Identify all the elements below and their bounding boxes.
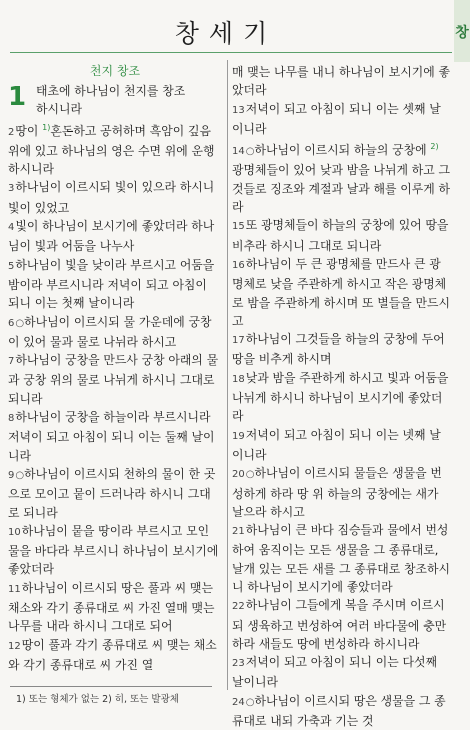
verse-text: 하나님이 궁창을 하늘이라 부르시니라 저녁이 되고 아침이 되니 이는 둘째 날이니라 (8, 410, 215, 463)
left-verse-list (8, 82, 222, 674)
verse-number: 10 (8, 526, 21, 538)
verse-number: 16 (232, 259, 245, 271)
verse-text: 하나님이 이르시되 물들은 생물을 번성하게 하라 땅 위 하늘의 궁창에는 새가 날으라 하시고 (232, 466, 442, 519)
verse-text: 하나님이 궁창을 만드사 궁창 아래의 물과 궁창 위의 물로 나뉘게 하시니 그대로 되니라 (8, 353, 219, 406)
verse-number: 9 (8, 469, 15, 481)
verse-number: 15 (232, 221, 245, 233)
verse (8, 636, 222, 675)
paragraph-mark: ○ (15, 317, 25, 329)
verse (232, 692, 450, 730)
verse-text: 땅이 풀과 각기 종류대로 씨 맺는 채소와 각기 종류대로 씨 가진 열 (8, 637, 217, 672)
verse-number: 23 (232, 658, 245, 670)
right-column (232, 63, 450, 730)
verse (232, 330, 450, 369)
verse (232, 138, 450, 216)
verse-text: 하나님이 그것들을 하늘의 궁창에 두어 땅을 비추게 하시며 (232, 332, 445, 367)
verse-number: 21 (232, 526, 245, 538)
verse-text: 땅이 (15, 123, 43, 138)
verse-text: 광명체들이 있어 낮과 밤을 나뉘게 하고 그것들로 징조와 계절과 날과 해를 이루게 하라 (232, 163, 450, 215)
verse-text: 하나님이 큰 바다 짐승들과 물에서 번성하여 움직이는 모든 생물을 그 종류대로, 날개 있는 모든 새를 그 종류대로 창조하시니 하나님이 보시기에 좋았더라 (232, 523, 450, 594)
paragraph-mark: ○ (15, 469, 25, 481)
verse-text: 태초에 하나님이 천지를 창조 (36, 84, 186, 98)
verse-text: 하나님이 두 큰 광명체를 만드사 큰 광명체로 낮을 주관하게 하시고 작은 광명체로 밤을 주관하게 하시며 또 별들을 만드시고 (232, 256, 450, 328)
verse-number: 7 (8, 356, 15, 368)
verse-number: 5 (8, 260, 15, 272)
verse-number: 19 (232, 430, 245, 442)
paragraph-mark: ○ (245, 469, 255, 481)
right-verse-list (232, 63, 450, 730)
verse-text: 저녁이 되고 아침이 되니 이는 셋째 날이니라 (232, 101, 441, 136)
verse-text: 하나님이 이르시되 땅은 풀과 씨 맺는 채소와 각기 종류대로 씨 가진 열매 맺는 나무를 내라 하시니 그대로 되어 (8, 580, 215, 634)
verse-number: 17 (232, 335, 245, 347)
verse-text: 하시니라 (36, 102, 82, 117)
verse (232, 63, 450, 100)
verse-text: 하나님이 이르시되 물 가운데에 궁창이 있어 물과 물로 나뉘라 하시고 (8, 314, 212, 349)
section-heading: 천지 창조 (89, 64, 141, 78)
verse-number: 3 (8, 183, 15, 195)
verse (8, 256, 222, 313)
verse-number: 11 (8, 583, 21, 595)
verse-number: 14 (232, 146, 245, 158)
verse-number: 8 (8, 413, 15, 425)
book-title: 창세기 (174, 19, 278, 48)
verse (8, 579, 222, 636)
footnote-marker: 1) (42, 122, 51, 132)
verse-text: 낮과 밤을 주관하게 하시고 빛과 어둠을 나뉘게 하시니 하나님이 보시기에 좋았더라 (232, 370, 449, 424)
verse-text: 저녁이 되고 아침이 되니 이는 넷째 날이니라 (232, 427, 441, 462)
verse-text: 하나님이 이르시되 천하의 물이 한 곳으로 모이고 뭍이 드러나라 하시니 그대로 되니라 (8, 466, 216, 520)
verse (8, 119, 222, 179)
column-divider (227, 60, 228, 690)
footnote-rule (10, 686, 212, 687)
verse-text: 하나님이 이르시되 빛이 있으라 하시니 빛이 있었고 (8, 180, 215, 215)
verse-number: 2 (8, 126, 15, 138)
book-edge-tab: 창 (454, 0, 470, 62)
footnotes: 1) 또는 형체가 없는 2) 히, 또는 발광체 (16, 694, 179, 705)
verse-number: 20 (232, 469, 245, 481)
verse (8, 465, 222, 522)
footnote-marker: 2) (430, 142, 439, 152)
verse (232, 521, 450, 596)
verse-text: 하나님이 뭍을 땅이라 부르시고 모인 물을 바다라 부르시니 하나님이 보시기에 좋았더라 (8, 523, 219, 577)
verse (232, 596, 450, 653)
verse-number: 22 (232, 601, 245, 613)
verse (232, 255, 450, 330)
verse-number: 13 (232, 104, 245, 116)
verse (8, 217, 222, 256)
verse (8, 178, 222, 217)
verse (232, 426, 450, 465)
verse-text: 매 맺는 나무를 내니 하나님이 보시기에 좋았더라 (232, 65, 450, 98)
verse (232, 464, 450, 521)
verse (8, 408, 222, 465)
title-rule (10, 52, 452, 53)
verse (8, 313, 222, 352)
verse-number: 24 (232, 696, 245, 708)
verse-number: 4 (8, 222, 15, 234)
verse-number: 6 (8, 317, 15, 329)
verse (232, 369, 450, 426)
verse-text: 빛이 하나님이 보시기에 좋았더라 하나님이 빛과 어둠을 나누사 (8, 219, 215, 254)
paragraph-mark: ○ (245, 696, 255, 708)
verse-text: 또 광명체들이 하늘의 궁창에 있어 땅을 비추라 하시니 그대로 되니라 (232, 218, 449, 253)
verse-text: 하나님이 그들에게 복을 주시며 이르시되 생육하고 번성하여 여러 바다물에 충만하라 새들도 땅에 번성하라 하시니라 (232, 598, 447, 651)
verse (8, 351, 222, 408)
paragraph-mark: ○ (245, 146, 255, 158)
verse-text: 하나님이 빛을 낮이라 부르시고 어둠을 밤이라 부르시니라 저녁이 되고 아침이 되니 이는 첫째 날이니라 (8, 257, 215, 311)
verse (232, 653, 450, 692)
verse-text: 저녁이 되고 아침이 되니 이는 다섯째 날이니라 (232, 655, 437, 690)
verse (8, 82, 222, 119)
verse (232, 100, 450, 139)
left-column (8, 63, 222, 674)
verse-text: 하나님이 이르시되 하늘의 궁창에 (254, 143, 431, 158)
verse-number: 18 (232, 373, 245, 385)
chapter-number: 1 (8, 82, 27, 112)
verse (8, 522, 222, 579)
verse-text: 하나님이 이르시되 땅은 생물을 그 종류대로 내되 가축과 기는 것 (232, 693, 446, 729)
verse (232, 216, 450, 255)
verse-number: 12 (8, 640, 21, 652)
verse-text: 혼돈하고 공허하며 흑암이 깊음 위에 있고 하나님의 영은 수면 위에 운행하시니라 (8, 123, 215, 177)
